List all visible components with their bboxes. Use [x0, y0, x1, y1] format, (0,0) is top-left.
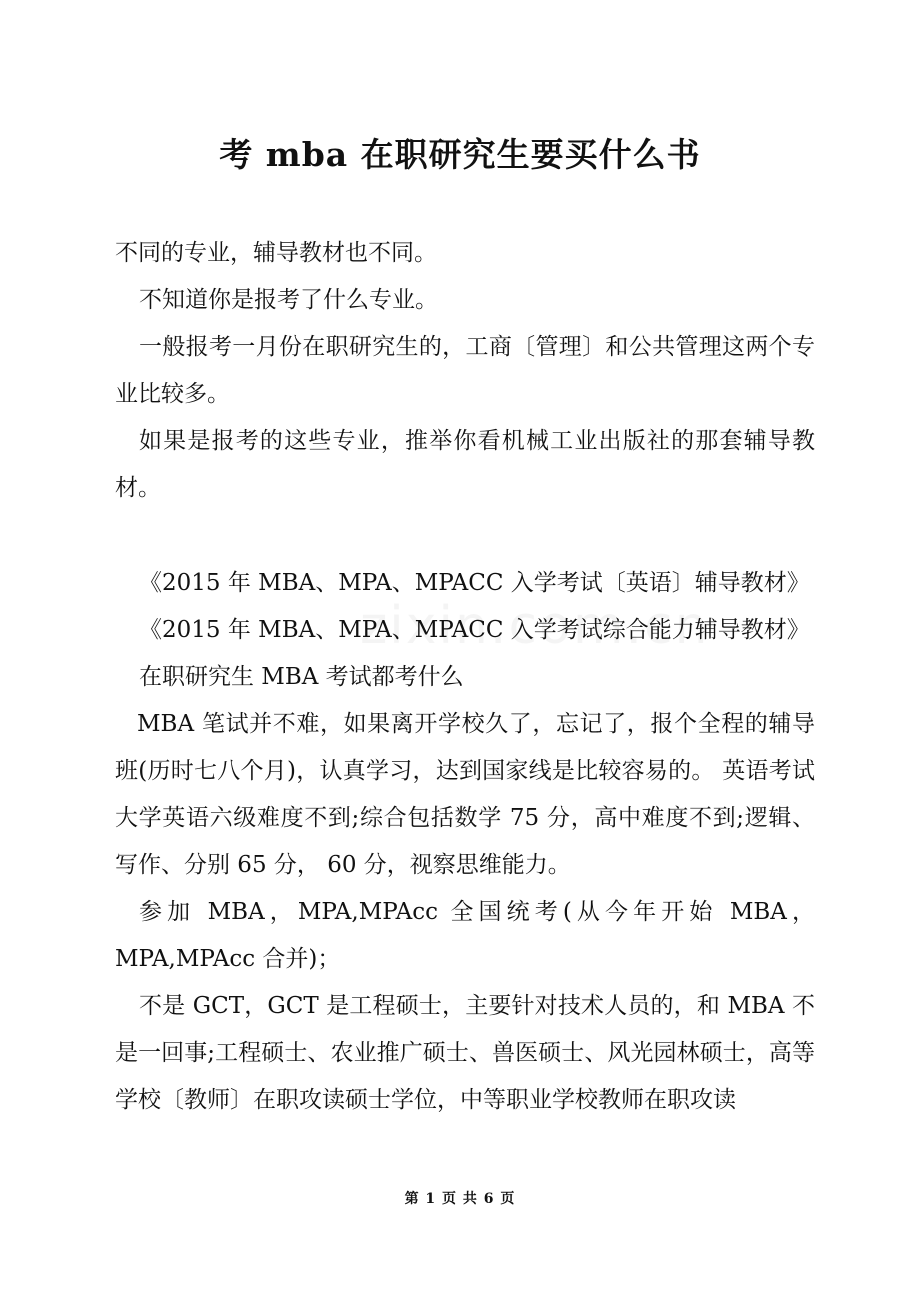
book-title: 《2015 年 MBA、MPA、MPACC 入学考试综合能力辅导教材》	[139, 617, 810, 643]
paragraph: 参加 MBA，MPA,MPAcc 全国统考(从今年开始 MBA，MPA,MPAcc 合并)；	[115, 899, 815, 972]
page-footer: 第 1 页 共 6 页	[404, 1191, 516, 1207]
section-heading: 在职研究生 MBA 考试都考什么	[139, 664, 464, 690]
document-body	[115, 230, 815, 1124]
paragraph: 不知道你是报考了什么专业。	[139, 287, 438, 313]
paragraph: 不是 GCT，GCT 是工程硕士，主要针对技术人员的，和 MBA 不是一回事;工程硕士、农业推广硕士、兽医硕士、风光园林硕士，高等学校〔教师〕在职攻读硕士学位，中等职业学校教师在职攻读	[115, 993, 815, 1113]
paragraph: 如果是报考的这些专业，推举你看机械工业出版社的那套辅导教材。	[115, 428, 815, 501]
paragraph-gap	[115, 512, 815, 560]
paragraph: MBA 笔试并不难，如果离开学校久了，忘记了，报个全程的辅导班(历时七八个月)，认真学习，达到国家线是比较容易的。 英语考试大学英语六级难度不到;综合包括数学 75 分，高中难度不到;逻辑、写作、分别 65 分， 60 分，视察思维能力。	[115, 711, 815, 878]
paragraph: 不同的专业，辅导教材也不同。	[115, 240, 437, 266]
paragraph: 一般报考一月份在职研究生的，工商〔管理〕和公共管理这两个专业比较多。	[115, 334, 815, 407]
book-title: 《2015 年 MBA、MPA、MPACC 入学考试〔英语〕辅导教材》	[139, 570, 810, 596]
document-title: 考 mba 在职研究生要买什么书	[219, 135, 701, 174]
